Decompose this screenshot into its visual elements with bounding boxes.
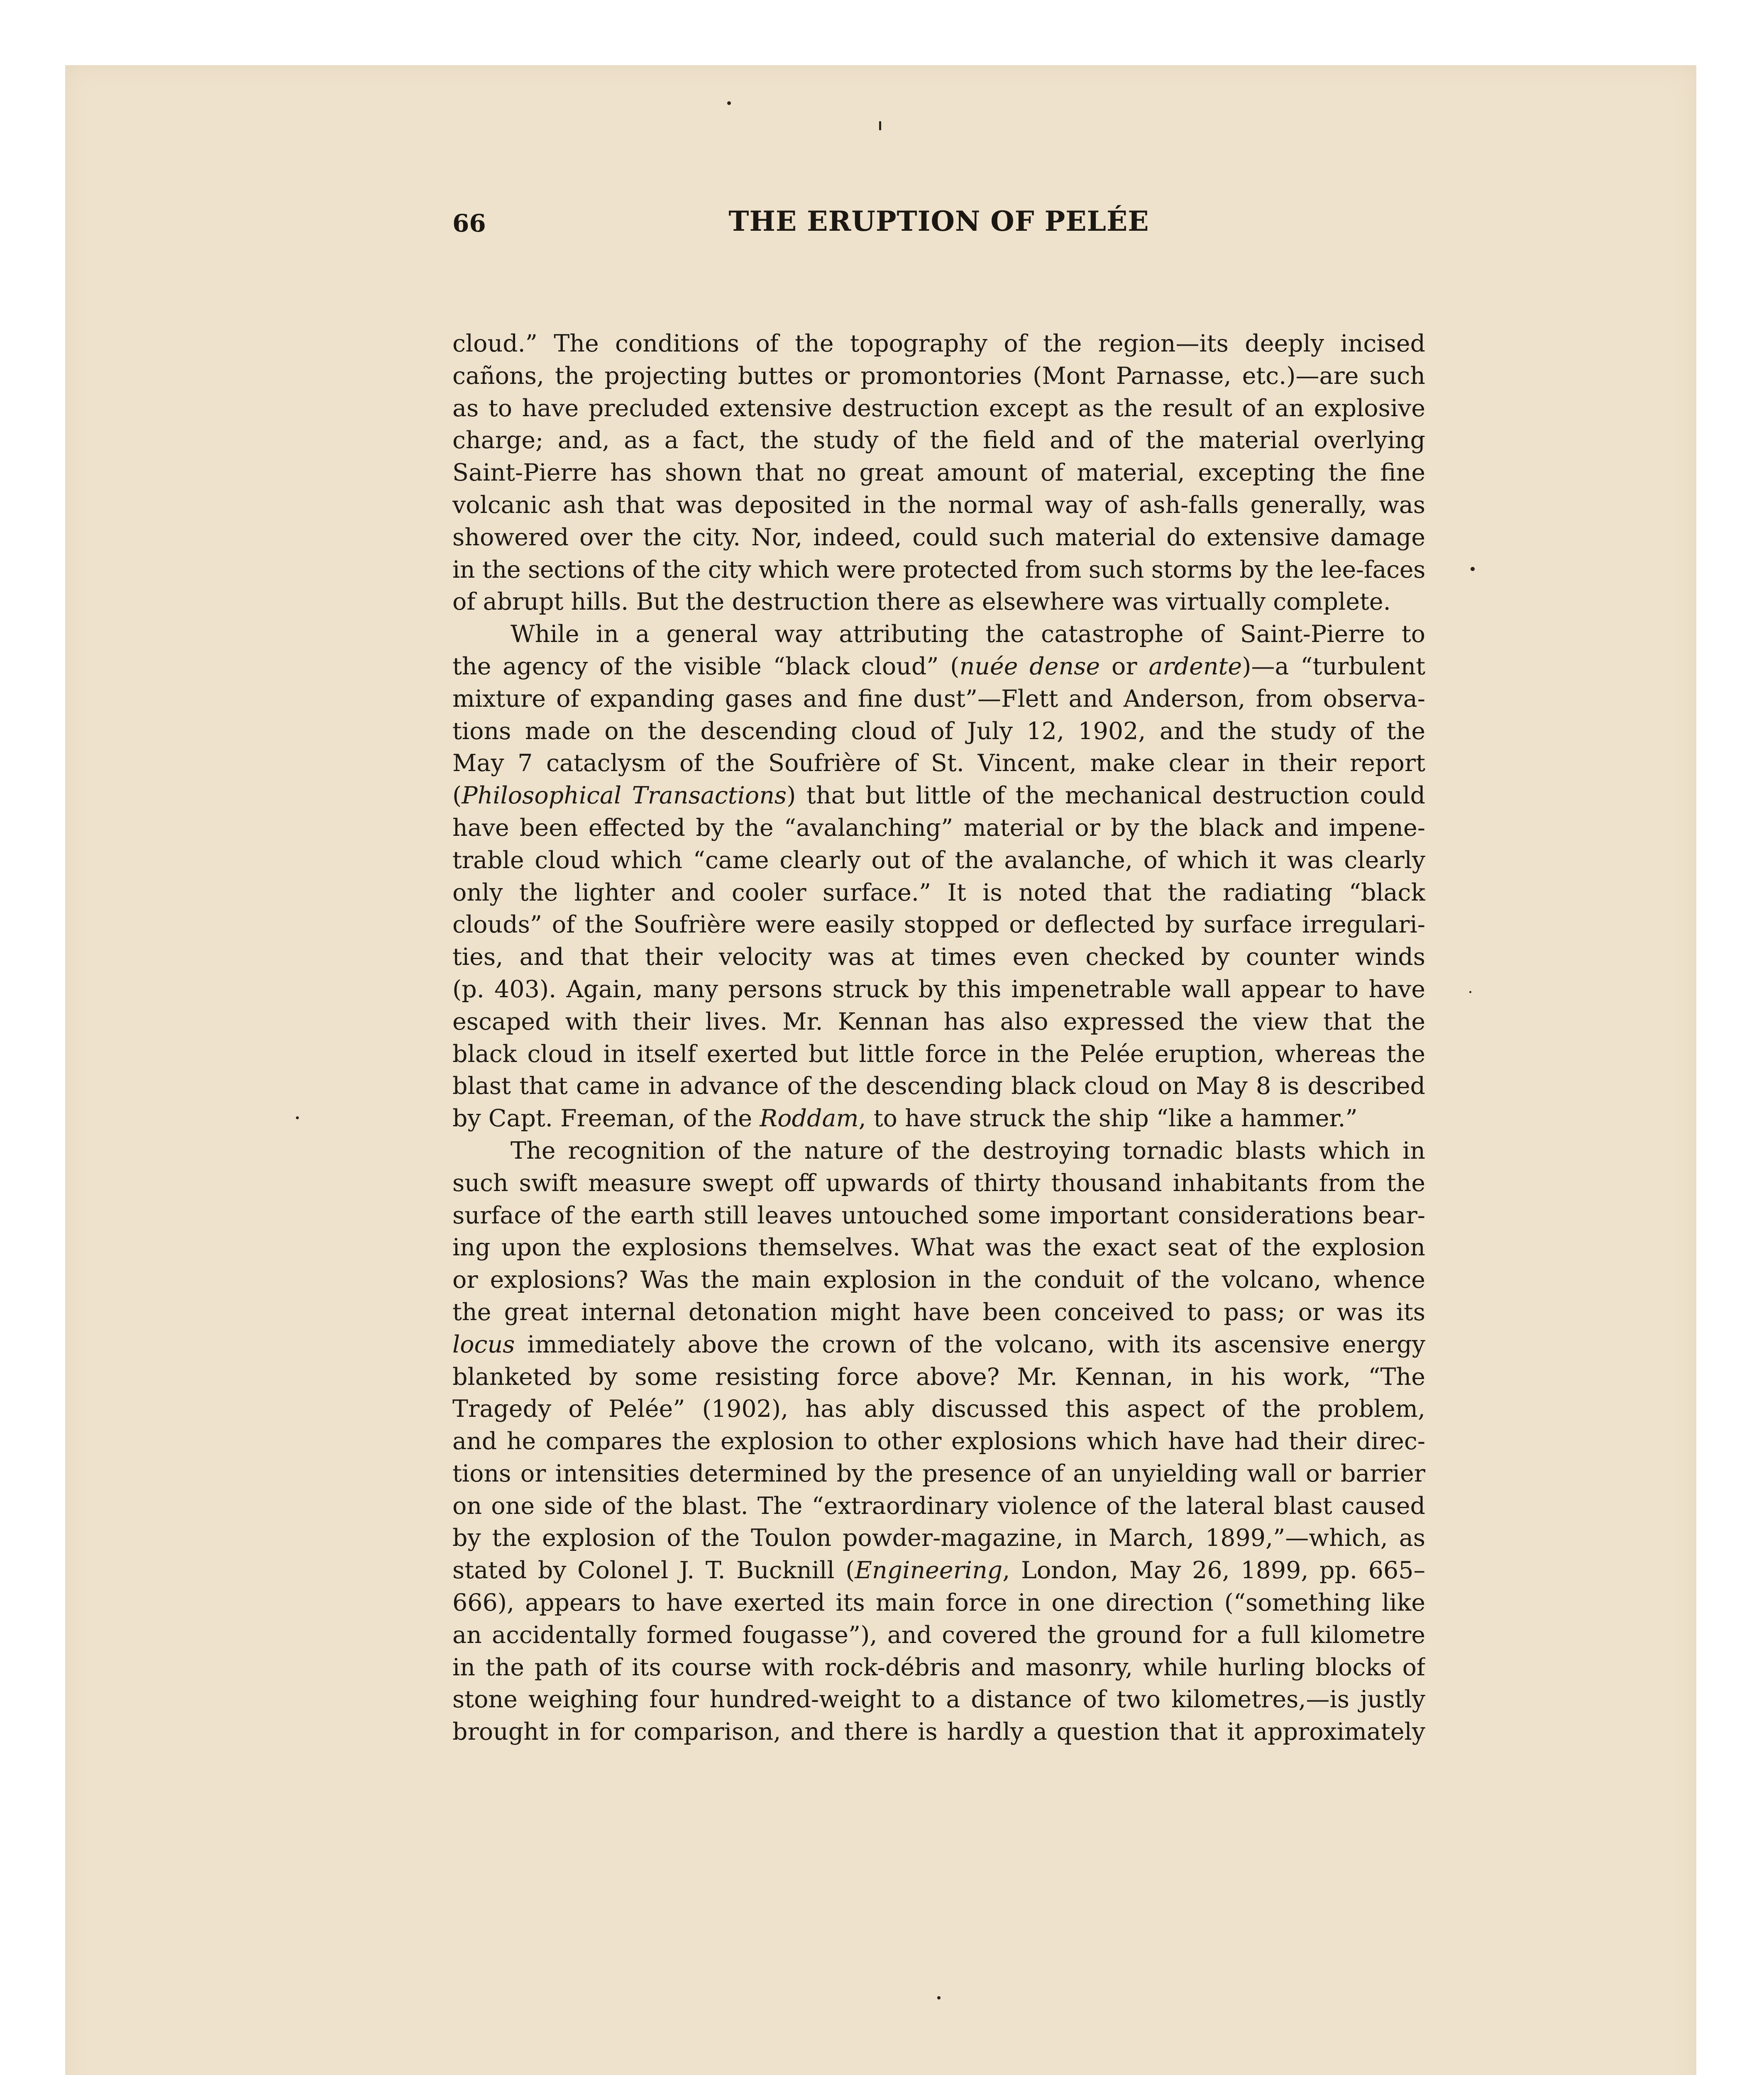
paragraph [452, 618, 1425, 1135]
page-number: 66 [452, 209, 486, 237]
scan-speck [727, 101, 731, 105]
text-line: in the path of its course with rock-débris and masonry, while hurling blocks of [452, 1653, 1425, 1681]
text-line: stone weighing four hundred-weight to a distance of two kilometres,—is justly [452, 1686, 1425, 1714]
text-line: (Philosophical Transactions) that but little of the mechanical destruction could [452, 782, 1425, 810]
text-line: tions made on the descending cloud of July 12, 1902, and the study of the [452, 717, 1425, 745]
text-line: by Capt. Freeman, of the Roddam, to have struck the ship “like a hammer.” [452, 1105, 1358, 1133]
text-line: showered over the city. Nor, indeed, could such material do extensive damage [452, 523, 1425, 551]
text-line: in the sections of the city which were protected from such storms by the lee-faces [452, 556, 1425, 583]
text-line: ties, and that their velocity was at times even checked by counter winds [452, 943, 1425, 971]
running-title: THE ERUPTION OF PELÉE [728, 205, 1149, 237]
body-text [452, 328, 1425, 1748]
paragraph [452, 1135, 1425, 1748]
text-line: only the lighter and cooler surface.” It is noted that the radiating “black [452, 879, 1425, 906]
scan-speck [937, 1996, 941, 1999]
scan-speck [1471, 567, 1475, 571]
text-line: May 7 cataclysm of the Soufrière of St. Vincent, make clear in their report [452, 749, 1425, 777]
text-line: blanketed by some resisting force above? Mr. Kennan, in his work, “The [452, 1363, 1425, 1391]
text-line: black cloud in itself exerted but little force in the Pelée eruption, whereas the [452, 1040, 1425, 1068]
text-line: have been effected by the “avalanching” material or by the black and impene- [452, 814, 1425, 842]
text-line: of abrupt hills. But the destruction there as elsewhere was virtually complete. [452, 588, 1391, 616]
text-line: cloud.” The conditions of the topography of the region—its deeply incised [452, 330, 1425, 357]
text-line: While in a general way attributing the catastrophe of Saint-Pierre to [511, 620, 1425, 648]
text-line: such swift measure swept off upwards of thirty thousand inhabitants from the [452, 1169, 1425, 1197]
paragraph [452, 328, 1425, 618]
text-line: escaped with their lives. Mr. Kennan has also expressed the view that the [452, 1008, 1425, 1035]
text-line: the agency of the visible “black cloud” (nuée dense or ardente)—a “turbulent [452, 652, 1425, 680]
text-line: stated by Colonel J. T. Bucknill (Engineering, London, May 26, 1899, pp. 665– [452, 1557, 1425, 1584]
text-line: volcanic ash that was deposited in the normal way of ash-falls generally, was [452, 491, 1425, 519]
running-head [452, 203, 1425, 249]
text-line: cañons, the projecting buttes or promontories (Mont Parnasse, etc.)—are such [452, 362, 1425, 390]
text-line: as to have precluded extensive destruction except as the result of an explosive [452, 394, 1425, 422]
text-line: on one side of the blast. The “extraordinary violence of the lateral blast caused [452, 1492, 1425, 1520]
text-line: or explosions? Was the main explosion in the conduit of the volcano, whence [452, 1266, 1425, 1294]
text-line: blast that came in advance of the descending black cloud on May 8 is described [452, 1072, 1425, 1100]
text-line: surface of the earth still leaves untouched some important considerations bear- [452, 1201, 1425, 1229]
text-line: (p. 403). Again, many persons struck by this impenetrable wall appear to have [452, 975, 1425, 1003]
text-line: locus immediately above the crown of the volcano, with its ascensive energy [452, 1330, 1425, 1358]
scan-speck [296, 1116, 299, 1119]
text-line: ing upon the explosions themselves. What was the exact seat of the explosion [452, 1234, 1425, 1262]
scan-speck [879, 121, 881, 130]
text-line: 666), appears to have exerted its main force in one direction (“something like [452, 1589, 1425, 1617]
text-line: an accidentally formed fougasse”), and covered the ground for a full kilometre [452, 1621, 1425, 1649]
text-line: mixture of expanding gases and fine dust”—Flett and Anderson, from observa- [452, 685, 1425, 713]
text-line: and he compares the explosion to other explosions which have had their direc- [452, 1428, 1425, 1455]
text-line: trable cloud which “came clearly out of the avalanche, of which it was clearly [452, 846, 1425, 874]
text-line: clouds” of the Soufrière were easily stopped or deflected by surface irregulari- [452, 911, 1425, 939]
text-line: the great internal detonation might have been conceived to pass; or was its [452, 1298, 1425, 1326]
scan-speck [1469, 991, 1471, 993]
text-line: tions or intensities determined by the presence of an unyielding wall or barrier [452, 1460, 1425, 1487]
text-line: charge; and, as a fact, the study of the field and of the material overlying [452, 427, 1425, 454]
text-line: Tragedy of Pelée” (1902), has ably discussed this aspect of the problem, [452, 1395, 1425, 1423]
text-line: by the explosion of the Toulon powder-magazine, in March, 1899,”—which, as [452, 1524, 1425, 1552]
text-line: The recognition of the nature of the destroying tornadic blasts which in [511, 1137, 1425, 1164]
text-line: Saint-Pierre has shown that no great amount of material, excepting the fine [452, 459, 1425, 487]
text-line: brought in for comparison, and there is hardly a question that it approximately [452, 1718, 1425, 1746]
